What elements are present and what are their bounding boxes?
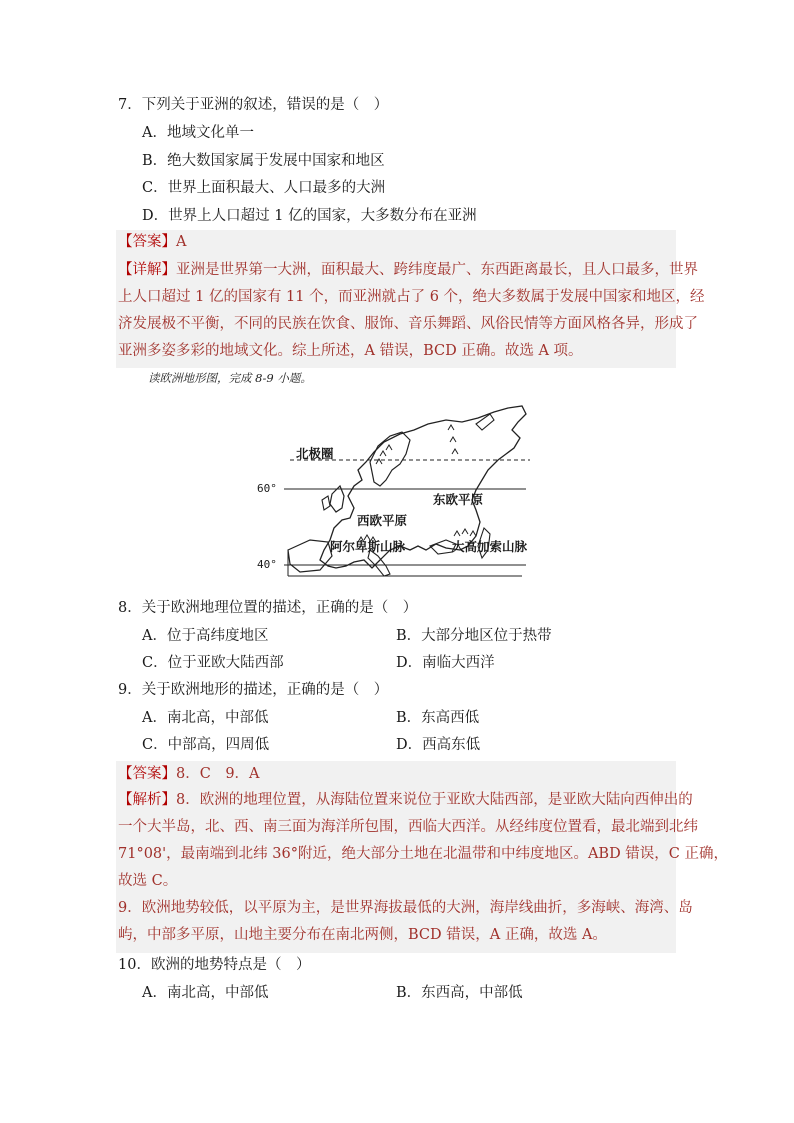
iberia: [288, 540, 332, 572]
analysis-line: 故选 C。: [118, 873, 178, 889]
q7-option-b: B．绝大数国家属于发展中国家和地区: [142, 153, 385, 169]
q9-stem: 9．关于欧洲地形的描述，正确的是（ ）: [118, 682, 389, 698]
q8-analysis: [118, 787, 728, 949]
q8-9-answer-block: [116, 761, 729, 953]
analysis-tag: 【解析】: [118, 792, 176, 808]
detail-line: 上人口超过 1 亿的国家有 11 个，而亚洲就占了 6 个，绝大多数属于发展中国家和地区，经: [118, 289, 705, 305]
q7-detail: [118, 257, 705, 365]
q8-option-c: C．位于亚欧大陆西部: [142, 655, 284, 671]
detail-tag: 【详解】: [118, 262, 176, 278]
map-label-lat60: 60°: [257, 482, 277, 495]
answer-value: 8．C 9．A: [176, 766, 260, 782]
answer-tag: 【答案】: [118, 234, 176, 250]
map-label-alps: 阿尔卑斯山脉: [330, 539, 406, 554]
detail-line: 亚洲多姿多彩的地域文化。综上所述，A 错误，BCD 正确。故选 A 项。: [118, 343, 583, 359]
q9-option-c: C．中部高，四周低: [142, 737, 270, 753]
q10-option-a: A．南北高，中部低: [142, 985, 269, 1001]
q8-stem: 8．关于欧洲地理位置的描述，正确的是（ ）: [118, 600, 418, 616]
q10-stem: 10．欧洲的地势特点是（ ）: [118, 957, 311, 973]
q9-option-d: D．西高东低: [396, 737, 481, 753]
q7-option-a: A．地域文化单一: [142, 125, 254, 141]
detail-line: 亚洲是世界第一大洲，面积最大、跨纬度最广、东西距离最长，且人口最多，世界: [176, 262, 698, 278]
answer-tag: 【答案】: [118, 766, 176, 782]
map-label-east-european-plain: 东欧平原: [433, 492, 484, 507]
map-label-arctic-circle: 北极圈: [296, 446, 334, 461]
british-isles: [330, 486, 344, 512]
q8-9-answer: [118, 764, 260, 784]
scandinavia: [370, 432, 410, 486]
ireland: [322, 496, 330, 510]
q8-option-a: A．位于高纬度地区: [142, 628, 269, 644]
q7-answer: [118, 232, 186, 252]
q9-option-b: B．东高西低: [396, 710, 480, 726]
q10-option-b: B．东西高，中部低: [396, 985, 523, 1001]
analysis-line: 71°08'，最南端到北纬 36°附近，绝大部分土地在北温带和中纬度地区。ABD 错误，C 正确，: [118, 846, 729, 862]
q7-option-c: C．世界上面积最大、人口最多的大洲: [142, 180, 386, 196]
europe-map: [250, 400, 540, 585]
analysis-line: 8．欧洲的地理位置，从海陆位置来说位于亚欧大陆西部，是亚欧大陆向西伸出的: [176, 792, 693, 808]
detail-line: 济发展极不平衡，不同的民族在饮食、服饰、音乐舞蹈、风俗民情等方面风格各异，形成了: [118, 316, 698, 332]
analysis-line: 屿，中部多平原，山地主要分布在南北两侧，BCD 错误，A 正确，故选 A。: [118, 927, 607, 943]
ural-mountains: [448, 425, 458, 454]
novaya-zemlya: [476, 414, 494, 430]
map-intro: 读欧洲地形图，完成 8-9 小题。: [148, 371, 312, 385]
q8-option-b: B．大部分地区位于热带: [396, 628, 552, 644]
q7-option-d: D．世界上人口超过 1 亿的国家，大多数分布在亚洲: [142, 208, 477, 224]
answer-value: A: [176, 234, 187, 250]
map-label-lat40: 40°: [257, 558, 277, 571]
q9-option-a: A．南北高，中部低: [142, 710, 269, 726]
caucasus-ticks: [454, 529, 476, 536]
q7-answer-block: [116, 230, 705, 368]
analysis-line: 一个大半岛，北、西、南三面为海洋所包围，西临大西洋。从经纬度位置看，最北端到北纬: [118, 819, 698, 835]
map-label-caucasus: 大高加索山脉: [452, 539, 528, 554]
map-label-west-european-plain: 西欧平原: [357, 513, 408, 528]
analysis-line: 9．欧洲地势较低，以平原为主，是世界海拔最低的大洲，海岸线曲折，多海峡、海湾、岛: [118, 900, 693, 916]
q8-option-d: D．南临大西洋: [396, 655, 495, 671]
q7-stem: 7．下列关于亚洲的叙述，错误的是（ ）: [118, 97, 389, 113]
